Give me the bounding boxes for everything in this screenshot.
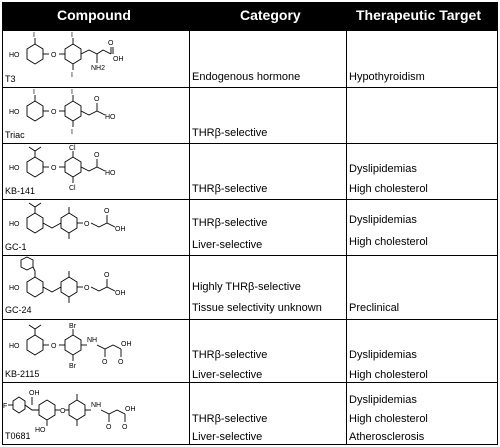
target-text: High cholesterol xyxy=(349,369,428,381)
atom-label: HO xyxy=(9,109,20,116)
header-category: Category xyxy=(240,7,301,23)
table-row xyxy=(3,30,497,87)
t3-structure xyxy=(5,33,185,85)
atom-label: NH xyxy=(87,337,98,344)
compound-name: T0681 xyxy=(5,431,31,441)
table-row xyxy=(3,87,497,143)
table-header xyxy=(3,3,497,30)
atom-label: Cl xyxy=(69,185,76,192)
atom-label: O xyxy=(104,272,110,279)
gc1-structure xyxy=(5,202,185,254)
atom-label: I xyxy=(33,32,35,39)
category-text: Highly THRβ-selective xyxy=(192,281,301,293)
target-text: Dyslipidemias xyxy=(349,214,417,226)
atom-label: O xyxy=(60,408,66,415)
compound-name: Triac xyxy=(5,130,25,140)
atom-label: HO xyxy=(9,221,20,228)
atom-label: O xyxy=(118,359,124,366)
table-row xyxy=(3,255,497,319)
atom-label: O xyxy=(84,221,90,228)
t0681-structure xyxy=(5,385,185,443)
category-text: THRβ-selective xyxy=(192,127,268,139)
table-row xyxy=(3,199,497,255)
atom-label: OH xyxy=(115,226,126,233)
category-text: Tissue selectivity unknown xyxy=(192,302,322,314)
atom-label: HO xyxy=(9,52,20,59)
category-text: Liver-selective xyxy=(192,239,263,251)
atom-label: HO xyxy=(9,165,20,172)
atom-label: O xyxy=(102,359,108,366)
atom-label: I xyxy=(71,129,73,136)
atom-label: O xyxy=(106,424,112,431)
atom-label: NH2 xyxy=(91,65,106,72)
compound-table xyxy=(2,2,498,445)
compound-name: GC-24 xyxy=(5,305,32,315)
table-row xyxy=(3,319,497,382)
category-text: THRβ-selective xyxy=(192,217,268,229)
atom-label: O xyxy=(94,152,100,159)
atom-label: HO xyxy=(105,170,116,177)
header-target: Therapeutic Target xyxy=(356,7,481,23)
atom-label: O xyxy=(51,343,57,350)
target-text: High cholesterol xyxy=(349,183,428,195)
target-text: Dyslipidemias xyxy=(349,349,417,361)
gc24-structure xyxy=(5,258,185,318)
target-text: Preclinical xyxy=(349,302,400,314)
atom-label: O xyxy=(94,96,100,103)
category-text: THRβ-selective xyxy=(192,349,268,361)
atom-label: Cl xyxy=(69,145,76,152)
atom-label: I xyxy=(71,32,73,39)
triac-structure xyxy=(5,90,185,142)
atom-label: NH xyxy=(91,402,102,409)
table-row xyxy=(3,382,497,444)
atom-label: OH xyxy=(125,406,136,413)
atom-label: HO xyxy=(35,427,46,434)
category-text: Liver-selective xyxy=(192,369,263,381)
compound-name: KB-141 xyxy=(5,186,36,196)
compound-name: GC-1 xyxy=(5,242,27,252)
atom-label: O xyxy=(108,40,114,47)
target-text: High cholesterol xyxy=(349,236,428,248)
category-text: Endogenous hormone xyxy=(192,71,301,83)
target-text: Hypothyroidism xyxy=(349,71,425,83)
atom-label: HO xyxy=(9,285,20,292)
atom-label: O xyxy=(51,109,57,116)
atom-label: OH xyxy=(121,341,132,348)
header-compound: Compound xyxy=(57,7,131,23)
atom-label: O xyxy=(104,208,110,215)
atom-label: O xyxy=(84,285,90,292)
target-text: Dyslipidemias xyxy=(349,394,417,406)
category-text: THRβ-selective xyxy=(192,413,268,425)
compound-name: T3 xyxy=(5,74,16,84)
category-text: Liver-selective xyxy=(192,431,263,443)
table-row xyxy=(3,143,497,199)
atom-label: OH xyxy=(29,390,40,397)
atom-label: HO xyxy=(105,114,116,121)
target-text: Dyslipidemias xyxy=(349,163,417,175)
atom-label: HO xyxy=(9,343,20,350)
compound-name: KB-2115 xyxy=(5,369,40,379)
target-text: Atherosclerosis xyxy=(349,431,425,443)
atom-label: Br xyxy=(69,323,76,330)
target-text: High cholesterol xyxy=(349,413,428,425)
atom-label: Br xyxy=(69,363,76,370)
atom-label: OH xyxy=(113,56,124,63)
atom-label: I xyxy=(71,89,73,96)
atom-label: O xyxy=(122,424,128,431)
atom-label: I xyxy=(71,72,73,79)
atom-label: O xyxy=(51,52,57,59)
atom-label: O xyxy=(51,165,57,172)
category-text: THRβ-selective xyxy=(192,183,268,195)
atom-label: OH xyxy=(115,290,126,297)
atom-label: I xyxy=(33,89,35,96)
atom-label: F xyxy=(3,403,8,410)
